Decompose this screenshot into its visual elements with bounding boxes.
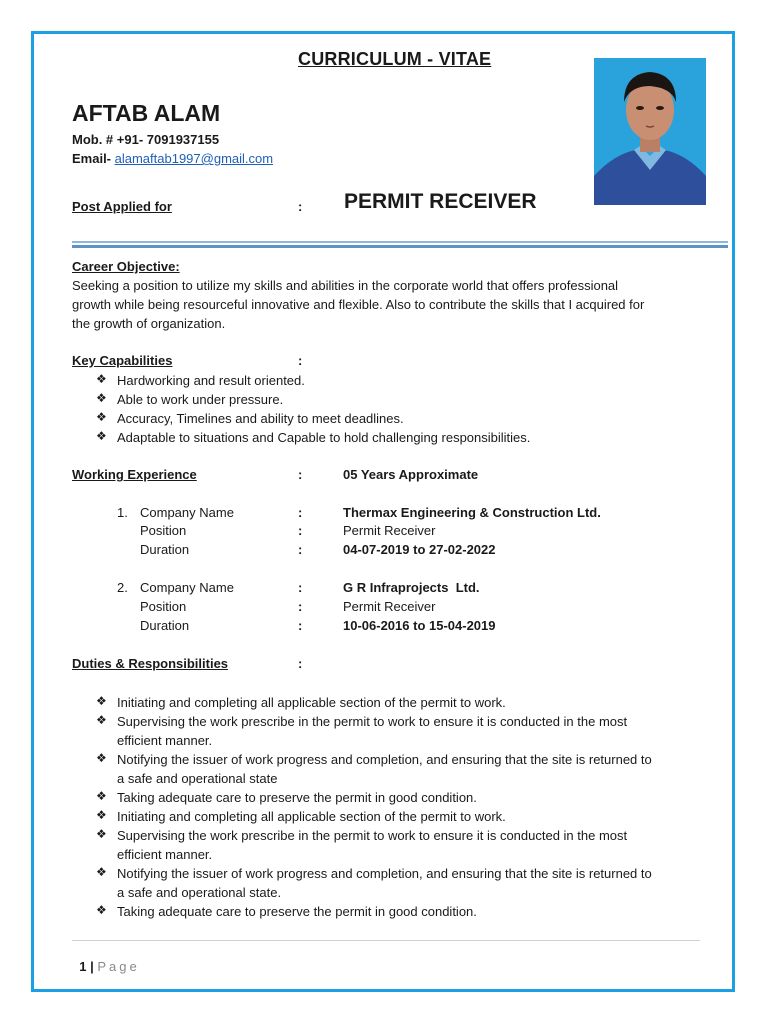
company-label: Company Name [140,505,234,520]
list-item-continuation: a safe and operational state. [117,885,282,900]
list-item: Supervising the work prescribe in the permit to work to ensure it is conducted in the most [117,714,628,729]
list-item: Taking adequate care to preserve the permit in good condition. [117,904,477,919]
diamond-bullet-icon: ❖ [96,789,107,803]
document-title: CURRICULUM - VITAE [298,49,492,69]
objective-line: growth while being resourceful innovative and flexible. Also to contribute the skills that I acquired for [72,297,645,312]
duties-heading: Duties & Responsibilities [72,656,229,671]
list-item-continuation: efficient manner. [117,847,213,862]
experience-total: 05 Years Approximate [343,467,479,482]
diamond-bullet-icon: ❖ [96,372,107,386]
post-value: PERMIT RECEIVER [344,190,537,213]
candidate-name: AFTAB ALAM [72,100,221,126]
diamond-bullet-icon: ❖ [96,713,107,727]
list-item: Taking adequate care to preserve the permit in good condition. [117,790,477,805]
colon: : [298,618,303,633]
diamond-bullet-icon: ❖ [96,410,107,424]
capabilities-heading: Key Capabilities [72,353,173,368]
experience-heading: Working Experience [72,467,197,482]
duration-value: 10-06-2016 to 15-04-2019 [343,618,496,633]
list-item-continuation: a safe and operational state [117,771,278,786]
position-label: Position [140,599,187,614]
objective-line: Seeking a position to utilize my skills and abilities in the corporate world that offers professional [72,278,619,293]
job-number: 1. [117,505,128,520]
profile-photo [594,58,706,205]
diamond-bullet-icon: ❖ [96,827,107,841]
capabilities-colon: : [298,353,303,368]
list-item: Notifying the issuer of work progress and completion, and ensuring that the site is returned to [117,752,652,767]
diamond-bullet-icon: ❖ [96,903,107,917]
email-line [72,151,273,166]
diamond-bullet-icon: ❖ [96,391,107,405]
page-number: 1 [79,959,87,974]
page-separator: | [86,959,98,974]
diamond-bullet-icon: ❖ [96,808,107,822]
list-item: Notifying the issuer of work progress and completion, and ensuring that the site is returned to [117,866,652,881]
colon: : [298,523,303,538]
company-label: Company Name [140,580,234,595]
list-item: Initiating and completing all applicable section of the permit to work. [117,695,506,710]
email-label: Email- [72,151,115,166]
company-name: G R Infraprojects Ltd. [343,580,480,595]
list-item: Initiating and completing all applicable section of the permit to work. [117,809,506,824]
colon: : [298,599,303,614]
experience-colon: : [298,467,303,482]
company-name: Thermax Engineering & Construction Ltd. [343,505,601,520]
list-item: Accuracy, Timelines and ability to meet deadlines. [117,411,404,426]
job-number: 2. [117,580,128,595]
duration-value: 04-07-2019 to 27-02-2022 [343,542,496,557]
post-label: Post Applied for [72,199,172,214]
colon: : [298,542,303,557]
list-item: Able to work under pressure. [117,392,284,407]
position-label: Position [140,523,187,538]
position-value: Permit Receiver [343,599,436,614]
colon: : [298,580,303,595]
post-colon: : [298,199,303,214]
objective-heading: Career Objective: [72,259,180,274]
diamond-bullet-icon: ❖ [96,429,107,443]
divider-line [72,241,728,243]
mobile-number: +91- 7091937155 [116,132,220,147]
position-value: Permit Receiver [343,523,436,538]
list-item: Supervising the work prescribe in the permit to work to ensure it is conducted in the most [117,828,628,843]
duration-label: Duration [140,618,190,633]
email-link[interactable]: alamaftab1997@gmail.com [114,151,274,166]
page-label: Page [97,959,140,974]
diamond-bullet-icon: ❖ [96,751,107,765]
diamond-bullet-icon: ❖ [96,865,107,879]
duties-colon: : [298,656,303,671]
mobile-label: Mob. # [72,132,117,147]
list-item: Hardworking and result oriented. [117,373,305,388]
diamond-bullet-icon: ❖ [96,694,107,708]
divider-line-thick [72,245,728,248]
page-footer [72,944,140,974]
list-item: Adaptable to situations and Capable to hold challenging responsibilities. [117,430,531,445]
objective-line: the growth of organization. [72,316,226,331]
duration-label: Duration [140,542,190,557]
list-item-continuation: efficient manner. [117,733,213,748]
footer-divider [72,940,700,941]
colon: : [298,505,303,520]
mobile-line [72,132,219,147]
